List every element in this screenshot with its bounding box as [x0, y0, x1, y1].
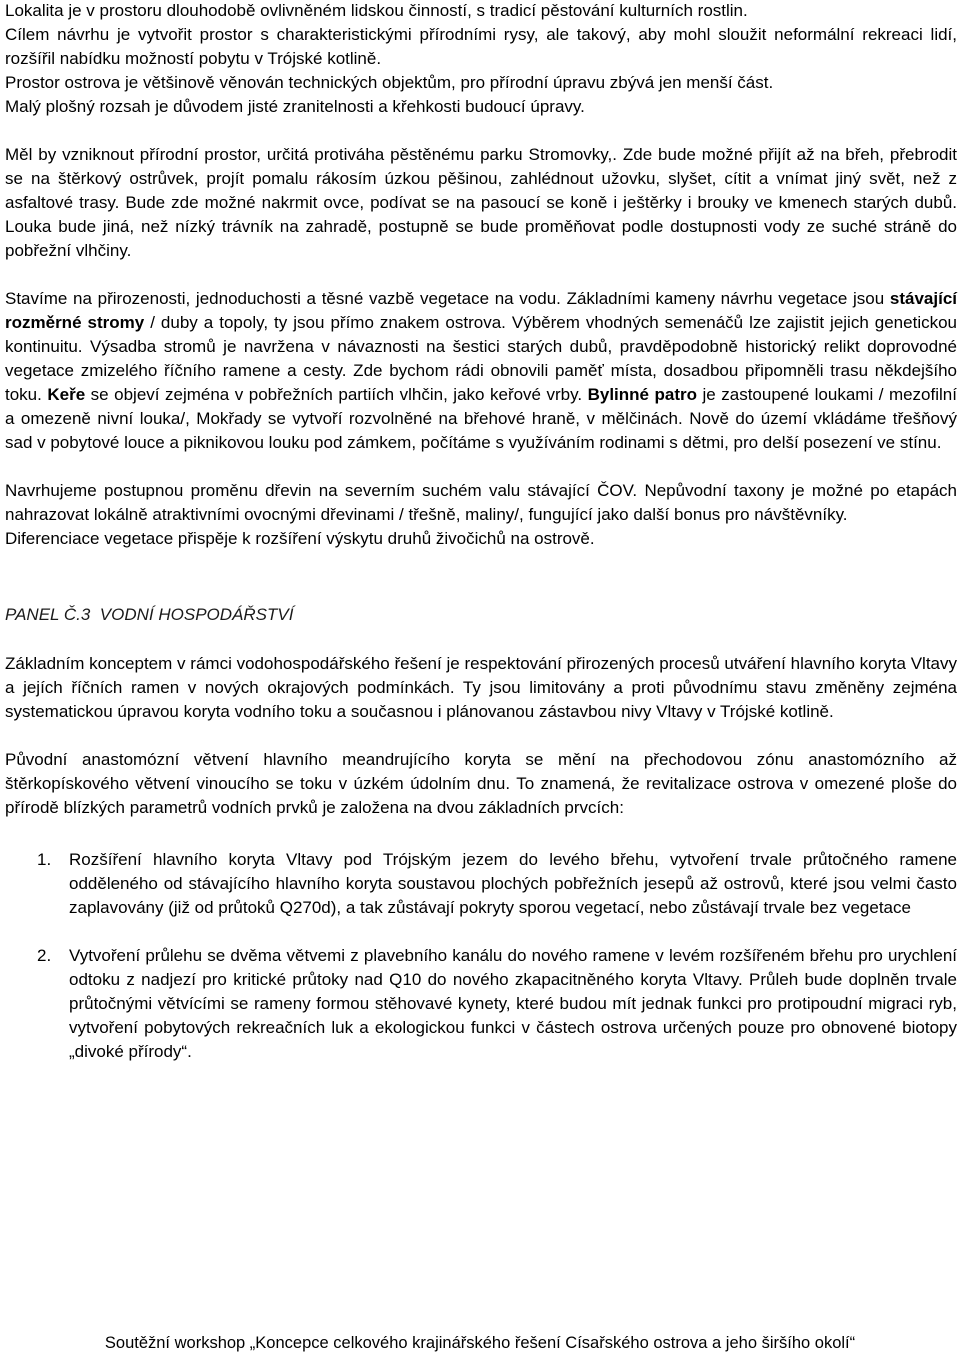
text-run: se objeví zejména v pobřežních partiích vlhčin, jako keřové vrby. [85, 385, 588, 404]
paragraph-vegetation [5, 287, 957, 455]
paragraph-trees-transformation: Navrhujeme postupnou proměnu dřevin na severním suchém valu stávající ČOV. Nepůvodní taxony je možné po etapách nahrazovat lokálně atraktivními ovocnými dřevinami / třešně, maliny/, fungující jako další bonus pro návštěvníky. [5, 481, 957, 524]
sentence: Lokalita je v prostoru dlouhodobě ovlivněném lidskou činností, s tradicí pěstování kulturních rostlin. [5, 1, 748, 20]
paragraph-natural-space: Měl by vzniknout přírodní prostor, určitá protiváha pěstěnému parku Stromovky,. Zde bude možné přijít až na břeh, přebrodit se na štěrkový ostrůvek, projít pomalu rákosím úzkou pěšinou, zahlédnout užovku, slyšet, cítit a vnímat jiný svět, než z asfaltové trasy. Bude zde možné nakrmit ovce, podívat se na pasoucí se koně i ještěrky i brouky ve kmenech starých dubů. Louka bude jiná, než nízký trávník na zahradě, postupně se bude proměňovat podle dostupnosti vody ze suché stráně do pobřežní vlhčiny. [5, 145, 957, 260]
list-item-text: Vytvoření průlehu se dvěma větvemi z plavebního kanálu do nového ramene v levém rozšířeném břehu pro urychlení odtoku z nadjezí pro kritické průtoky nad Q10 do nového zkapacitněného koryta Vltavy. Průleh bude doplněn trvale průtočnými větvícími se rameny formou stěhovavé kynety, které budou mít jednak funkci pro protipoudní migraci ryb, vytvoření pobytových rekreačních luk a ekologickou funkci v částech ostrova určených pouze pro obnovené biotopy „divoké přírody“. [69, 946, 957, 1061]
bold-text: Bylinné patro [587, 385, 697, 404]
sentence: Prostor ostrova je většinově věnován technických objektům, pro přírodní úpravu zbývá jen menší část. [5, 73, 774, 92]
text-run: Stavíme na přirozenosti, jednoduchosti a těsné vazbě vegetace na vodu. Základními kameny návrhu vegetace jsou [5, 289, 890, 308]
paragraph-intro-1 [5, 0, 957, 119]
list-item-text: Rozšíření hlavního koryta Vltavy pod Trójským jezem do levého břehu, vytvoření trvale průtočného ramene odděleného od stávajícího hlavního koryta soustavou plochých pobřežních jesepů až ostrovů, které jsou velmi často zaplavovány (již od průtoků Q270d), a tak zůstávají pokryty sporou vegetací, nebo zůstávají trvale bez vegetace [69, 850, 957, 917]
list-item [5, 944, 957, 1064]
paragraph-anastomosis: Původní anastomózní větvení hlavního meandrujícího koryta se mění na přechodovou zónu anastomózního až štěrkopískového větvení vinoucího se toku v úzkém údolním dnu. To znamená, že revitalizace ostrova v omezené ploše do přírodě blízkých parametrů vodních prvků je založena na dvou základních prvcích: [5, 750, 957, 817]
bold-text: stávající rozměrné stromy [5, 289, 957, 332]
list-item [5, 848, 957, 920]
page-footer: Soutěžní workshop „Koncepce celkového krajinářského řešení Císařského ostrova a jeho širšího okolí“ [104, 1334, 856, 1352]
list-number: 2. [37, 946, 52, 965]
sentence: Cílem návrhu je vytvořit prostor s charakteristickými přírodními rysy, ale takový, aby mohl sloužit neformální rekreaci lidí, rozšířil nabídku možností pobytu v Trójské kotlině. [5, 25, 957, 68]
paragraph-diversity: Diferenciace vegetace přispěje k rozšíření výskytu druhů živočichů na ostrově. [5, 529, 595, 548]
paragraph-water-concept: Základním konceptem v rámci vodohospodářského řešení je respektování přirozených procesů utváření hlavního koryta Vltavy a jejích říčních ramen v nových okrajových podmínkách. Ty jsou limitovány a proti původnímu stavu změněny zejména systematickou úpravou koryta vodního toku a současnou i plánovanou zástavbou nivy Vltavy v Trójské kotlině. [5, 654, 957, 721]
list-number: 1. [37, 850, 52, 869]
text-run: je zastoupené loukami / mezofilní a omezeně nivní louka/, Mokřady se vytvoří rozvolněné na břehové hraně, v mělčinách. Nově do území vkládáme třešňový sad v pobytové louce a piknikovou louku pod zámkem, počítáme s využíváním rodinami s dětmi, pro delší posezení ve stínu. [5, 385, 957, 452]
text-run: / duby a topoly, ty jsou přímo znakem ostrova. Výběrem vhodných semenáčů lze zajistit jejich genetickou kontinuitu. Výsadba stromů je navržena v návaznosti na šestici starých dubů, pravděpodobně historický relikt doprovodné vegetace zmizelého říčního ramene a cesty. Zde bychom rádi obnovili paměť místa, dosadbou připomněli trasu někdejšího toku. [5, 313, 958, 404]
sentence: Malý plošný rozsah je důvodem jisté zranitelnosti a křehkosti budoucí úpravy. [5, 97, 585, 116]
document-page [5, 0, 957, 1088]
numbered-list [5, 848, 957, 1064]
section-heading: PANEL Č.3 VODNÍ HOSPODÁŘSTVÍ [5, 605, 294, 624]
bold-text: Keře [47, 385, 86, 404]
